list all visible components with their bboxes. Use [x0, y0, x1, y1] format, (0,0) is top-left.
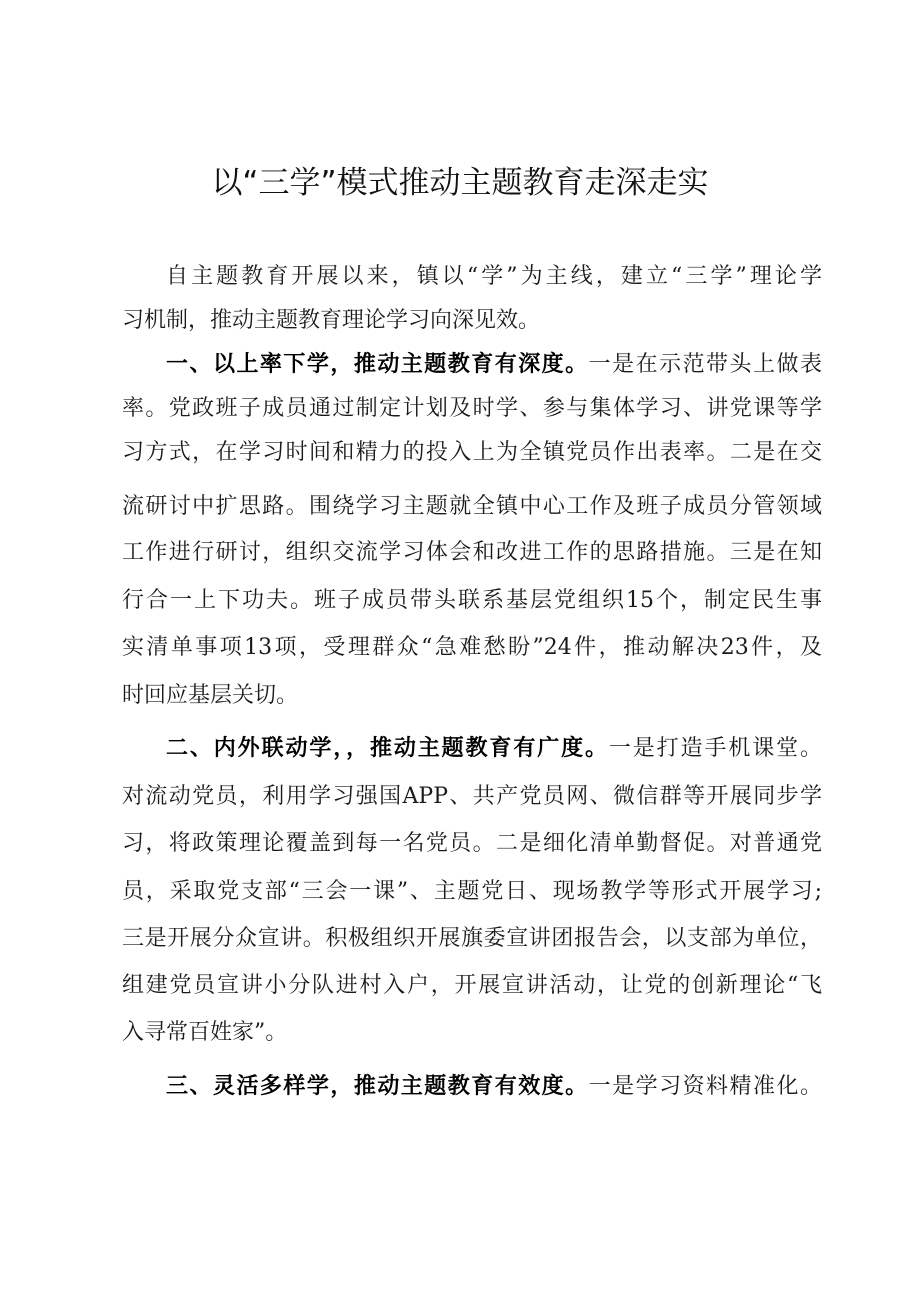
section3-first-line [166, 1072, 822, 1102]
section2-line: 三是开展分众宣讲。积极组织开展旗委宣讲团报告会，以支部为单位， [122, 926, 822, 951]
section3-first-line-rest: 一是学习资料精准化。 [588, 1074, 822, 1099]
intro-line-2: 习机制，推动主题教育理论学习向深见效。 [122, 308, 541, 333]
section3-heading: 三、灵活多样学，推动主题教育有效度。 [166, 1074, 589, 1099]
section2-line: 员，采取党支部“三会一课”、主题党日、现场教学等形式开展学习; [122, 879, 822, 904]
section1-heading: 一、以上率下学，推动主题教育有深度。 [166, 352, 589, 377]
section1-line: 率。党政班子成员通过制定计划及时学、参与集体学习、讲党课等学 [122, 396, 822, 421]
section1-first-line [166, 350, 822, 380]
section1-first-line-rest: 一是在示范带头上做表 [588, 352, 822, 377]
section2-heading: 二、内外联动学，，推动主题教育有广度。 [166, 736, 609, 761]
section1-line: 实清单事项13项，受理群众“急难愁盼”24件，推动解决23件，及 [122, 635, 822, 660]
section2-line: 入寻常百姓家”。 [122, 1020, 288, 1045]
section1-line: 习方式，在学习时间和精力的投入上为全镇党员作出表率。二是在交 [122, 440, 822, 465]
section2-first-line [166, 734, 822, 764]
section1-line: 行合一上下功夫。班子成员带头联系基层党组织15个，制定民生事 [122, 588, 822, 613]
section2-line: 习，将政策理论覆盖到每一名党员。二是细化清单勤督促。对普通党 [122, 831, 822, 856]
section1-line: 流研讨中扩思路。围绕学习主题就全镇中心工作及班子成员分管领域 [122, 494, 822, 519]
section2-first-line-rest: 一是打造手机课堂。 [608, 736, 822, 761]
section1-line: 时回应基层关切。 [122, 683, 299, 708]
intro-line-1: 自主题教育开展以来，镇以“学”为主线，建立“三学”理论学 [166, 264, 822, 289]
document-title: 以“三学”模式推动主题教育走深走实 [211, 165, 709, 201]
section2-line: 对流动党员，利用学习强国APP、共产党员网、微信群等开展同步学 [122, 784, 822, 809]
section2-line: 组建党员宣讲小分队进村入户，开展宣讲活动，让党的创新理论“飞 [122, 973, 822, 998]
section1-line: 工作进行研讨，组织交流学习体会和改进工作的思路措施。三是在知 [122, 540, 822, 565]
